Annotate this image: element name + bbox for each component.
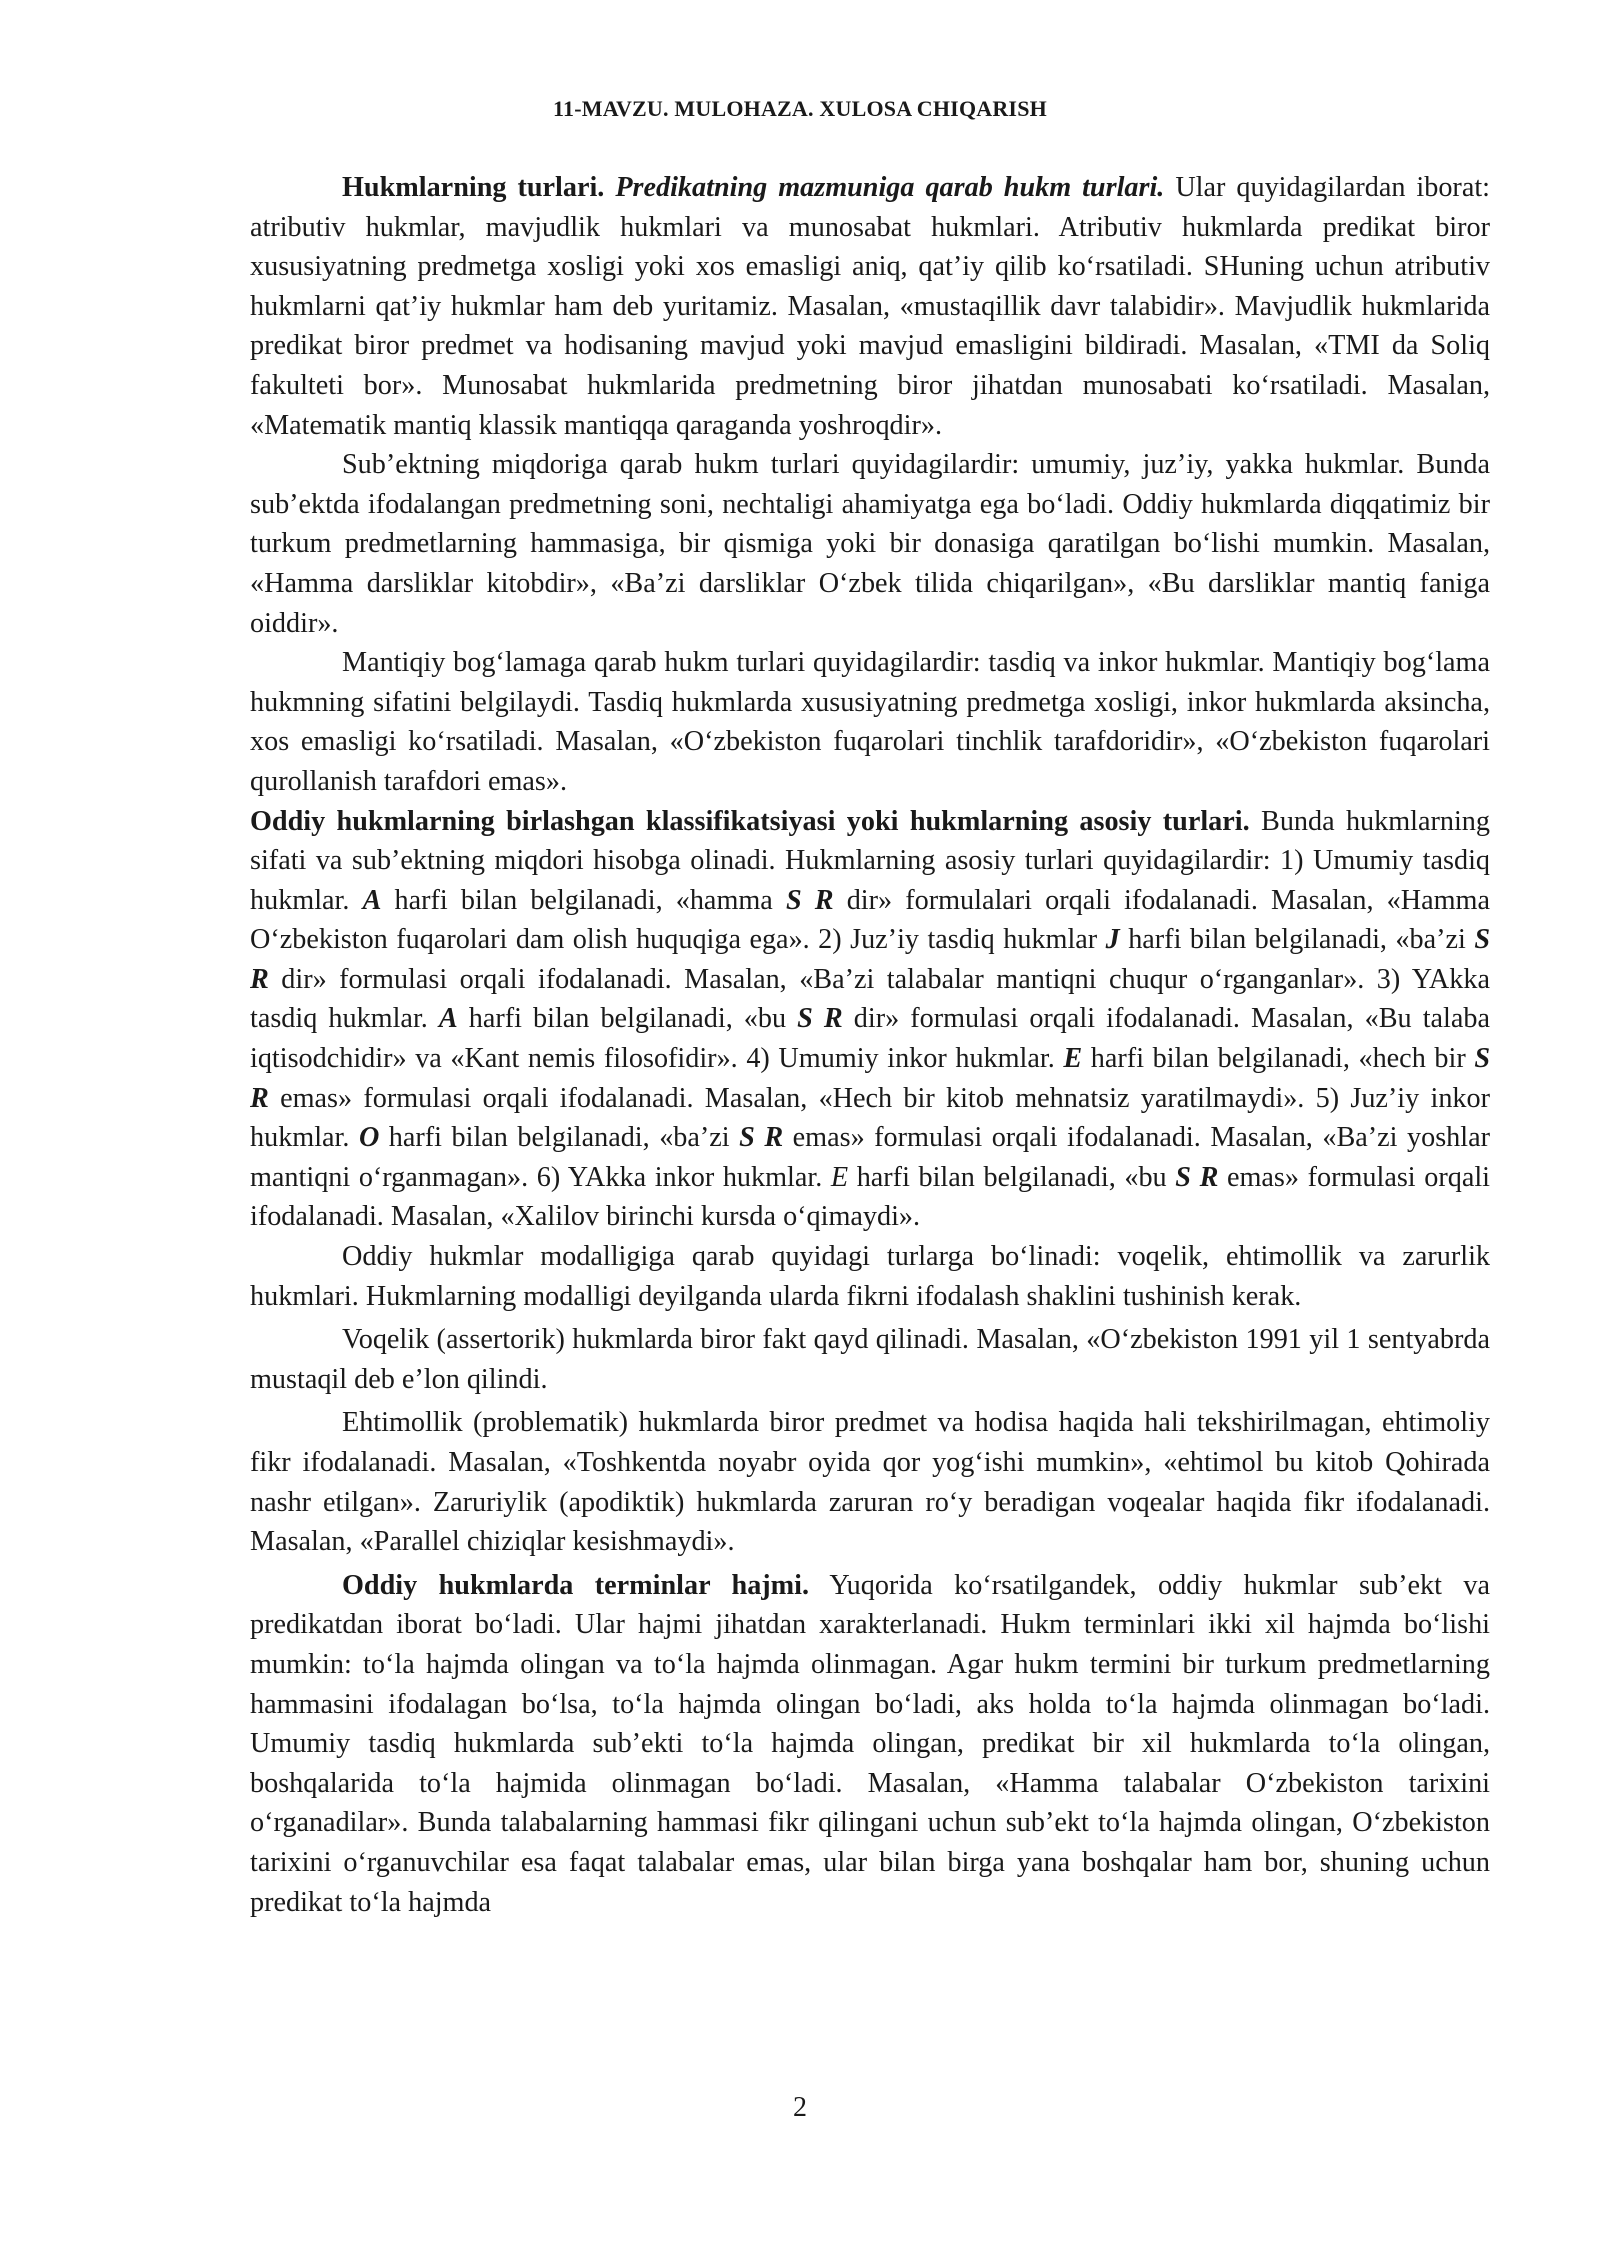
emphasis-text: Predikatning mazmuniga qarab hukm turlari. [615,172,1165,203]
emphasis-text: A [362,884,382,916]
emphasis-text: S R [1175,1161,1219,1193]
text-run: harfi bilan belgilanadi, «hech bir [1082,1043,1475,1075]
text-run: harfi bilan belgilanadi, «hamma [381,884,786,916]
text-run: harfi bilan belgilanadi, «bu [457,1003,798,1035]
paragraph-assertoric [250,1320,1490,1399]
paragraph-terms-volume [250,1566,1490,1922]
page-number: 2 [793,2092,807,2123]
text-run: dir» formulalari orqali ifodalanadi. Masalan, «Hamma O‘zbekiston fuqarolari dam olish huquqiga ega». 2) Juz’iy tasdiq hukmlar [250,884,1490,956]
text-run: dir» formulasi orqali ifodalanadi. Masalan, «Ba’zi talabalar mantiqni chuqur o‘rganganlar». 3) YAkka tasdiq hukmlar. [250,963,1490,1035]
emphasis-text: Oddiy hukmlarda terminlar hajmi. [342,1569,810,1601]
text-run: Mantiqiy bog‘lamaga qarab hukm turlari quyidagilardir: tasdiq va inkor hukmlar. Mantiqiy bog‘lama hukmning sifatini belgilaydi. Tasdiq hukmlarda xususiyatning predmetga xosligi, inkor hukmlarda aksincha, xos emasligi ko‘rsatiladi. Masalan, «O‘zbekiston fuqarolari tinchlik tarafdoridir», «O‘zbekiston fuqarolari qurollanish tarafdori emas». [250,647,1490,797]
paragraph-problematic [250,1403,1490,1561]
emphasis-text: Hukmlarning turlari. [342,172,605,203]
text-run: harfi bilan belgilanadi, «ba’zi [1119,924,1475,956]
text-run: Oddiy hukmlar modalligiga qarab quyidagi turlarga bo‘linadi: voqelik, ehtimollik va zarurlik hukmlari. Hukmlarning modalligi deyilganda ularda fikrni ifodalash shaklini tushinish kerak. [250,1241,1490,1312]
text-run: emas» formulasi orqali ifodalanadi. Masalan, «Ba’zi yoshlar mantiqni o‘rganmagan». 6) YAkka inkor hukmlar. [250,1122,1490,1193]
emphasis-text: E [1063,1043,1083,1075]
paragraph-subject-quantity [250,445,1490,643]
text-run: Ehtimollik (problematik) hukmlarda biror predmet va hodisa haqida hali tekshirilmagan, ehtimoliy fikr ifodalanadi. Masalan, «Toshkentda noyabr oyida qor yog‘ishi mumkin», «ehtimol bu kitob Qohirada nashr etilgan». Zaruriylik (apodiktik) hukmlarda zaruran ro‘y beradigan voqealar haqida fikr ifodalanadi. Masalan, «Parallel chiziqlar kesishmaydi». [250,1407,1490,1558]
paragraph-combined-classification [250,802,1490,1238]
text-run: Voqelik (assertorik) hukmlarda biror fakt qayd qilinadi. Masalan, «O‘zbekiston 1991 yil 1 sentyabrda mustaqil deb e’lon qilindi. [250,1324,1490,1395]
text-run: Ular quyidagilardan iborat: atributiv hukmlar, mavjudlik hukmlari va munosabat hukmlari. Atributiv hukmlarda predikat biror xususiyatning predmetga xosligi yoki xos emasligi aniq, qat’iy qilib ko‘rsatiladi. SHuning uchun atributiv hukmlarni qat’iy hukmlar ham deb yuritamiz. Masalan, «mustaqillik davr talabidir». Mavjudlik hukmlarida predikat biror predmet va hodisaning mavjud yoki mavjud emasligini bildiradi. Masalan, «TMI da Soliq fakulteti bor». Munosabat hukmlarida predmetning biror jihatdan munosabati ko‘rsatiladi. Masalan, «Matematik mantiq klassik mantiqqa qaraganda yoshroqdir». [250,172,1490,441]
text-run: Yuqorida ko‘rsatilgandek, oddiy hukmlar sub’ekt va predikatdan iborat bo‘ladi. Ular hajmi jihatdan xarakterlanadi. Hukm terminlari ikki xil hajmda bo‘lishi mumkin: to‘la hajmda olingan va to‘la hajmda olinmagan. Agar hukm termini bir turkum predmetlarning hammasini ifodalagan bo‘lsa, to‘la hajmda olingan bo‘ladi, aks holda to‘la hajmda olinmagan bo‘ladi. Umumiy tasdiq hukmlarda sub’ekti to‘la hajmda olingan, predikat bir xil hukmlarda to‘la olingan, boshqalarida to‘la hajmida olinmagan bo‘ladi. Masalan, «Hamma talabalar O‘zbekiston tarixini o‘rganadilar». Bunda talabalarning hammasi fikr qilingani uchun sub’ekt to‘la hajmda olingan, O‘zbekiston tarixini o‘rganuvchilar esa faqat talabalar emas, ular bilan birga yana boshqalar ham bor, shuning uchun predikat to‘la hajmda [250,1569,1490,1918]
emphasis-text: S R [797,1003,843,1035]
text-run: emas» formulasi orqali ifodalanadi. Masalan, «Xalilov birinchi kursda o‘qimaydi». [250,1161,1490,1233]
emphasis-text: Oddiy hukmlarning birlashgan klassifikatsiyasi yoki hukmlarning asosiy turlari. [250,805,1250,837]
emphasis-text: A [438,1003,458,1035]
document-body [250,168,1490,1922]
emphasis-text: S R [739,1122,784,1154]
page-title: 11-MAVZU. MULOHAZA. XULOSA CHIQARISH [553,96,1047,121]
text-run: Sub’ektning miqdoriga qarab hukm turlari quyidagilardir: umumiy, juz’iy, yakka hukmlar. Bunda sub’ektda ifodalangan predmetning soni, nechtaligi ahamiyatga ega bo‘ladi. Oddiy hukmlarda diqqatimiz bir turkum predmetlarning hammasiga, bir qismiga yoki bir donasiga qaratilgan bo‘lishi mumkin. Masalan, «Hamma darsliklar kitobdir», «Ba’zi darsliklar O‘zbek tilida chiqarilgan», «Bu darsliklar mantiq faniga oiddir». [250,449,1490,639]
text-run: Bunda hukmlarning sifati va sub’ektning miqdori hisobga olinadi. Hukmlarning asosiy turlari quyidagilardir: 1) Umumiy tasdiq hukmlar. [250,805,1490,916]
emphasis-text: J [1105,924,1120,956]
text-run [604,172,615,203]
paragraph-logical-copula [250,643,1490,801]
text-run: dir» formulasi orqali ifodalanadi. Masalan, «Bu talaba iqtisodchidir» va «Kant nemis filosofidir». 4) Umumiy inkor hukmlar. [250,1003,1490,1075]
text-run: harfi bilan belgilanadi, «ba’zi [379,1122,740,1154]
emphasis-text: O [358,1122,380,1154]
emphasis-text: S R [785,884,834,916]
text-run: emas» formulasi orqali ifodalanadi. Masalan, «Hech bir kitob mehnatsiz yaratilmaydi». 5) Juz’iy inkor hukmlar. [250,1082,1490,1154]
paragraph-judgment-types [250,168,1490,445]
emphasis-text: S R [250,924,1490,995]
paragraph-modality [250,1237,1490,1316]
text-run: harfi bilan belgilanadi, «bu [848,1161,1176,1193]
emphasis-text: S R [250,1043,1491,1114]
emphasis-text: E [830,1161,849,1193]
